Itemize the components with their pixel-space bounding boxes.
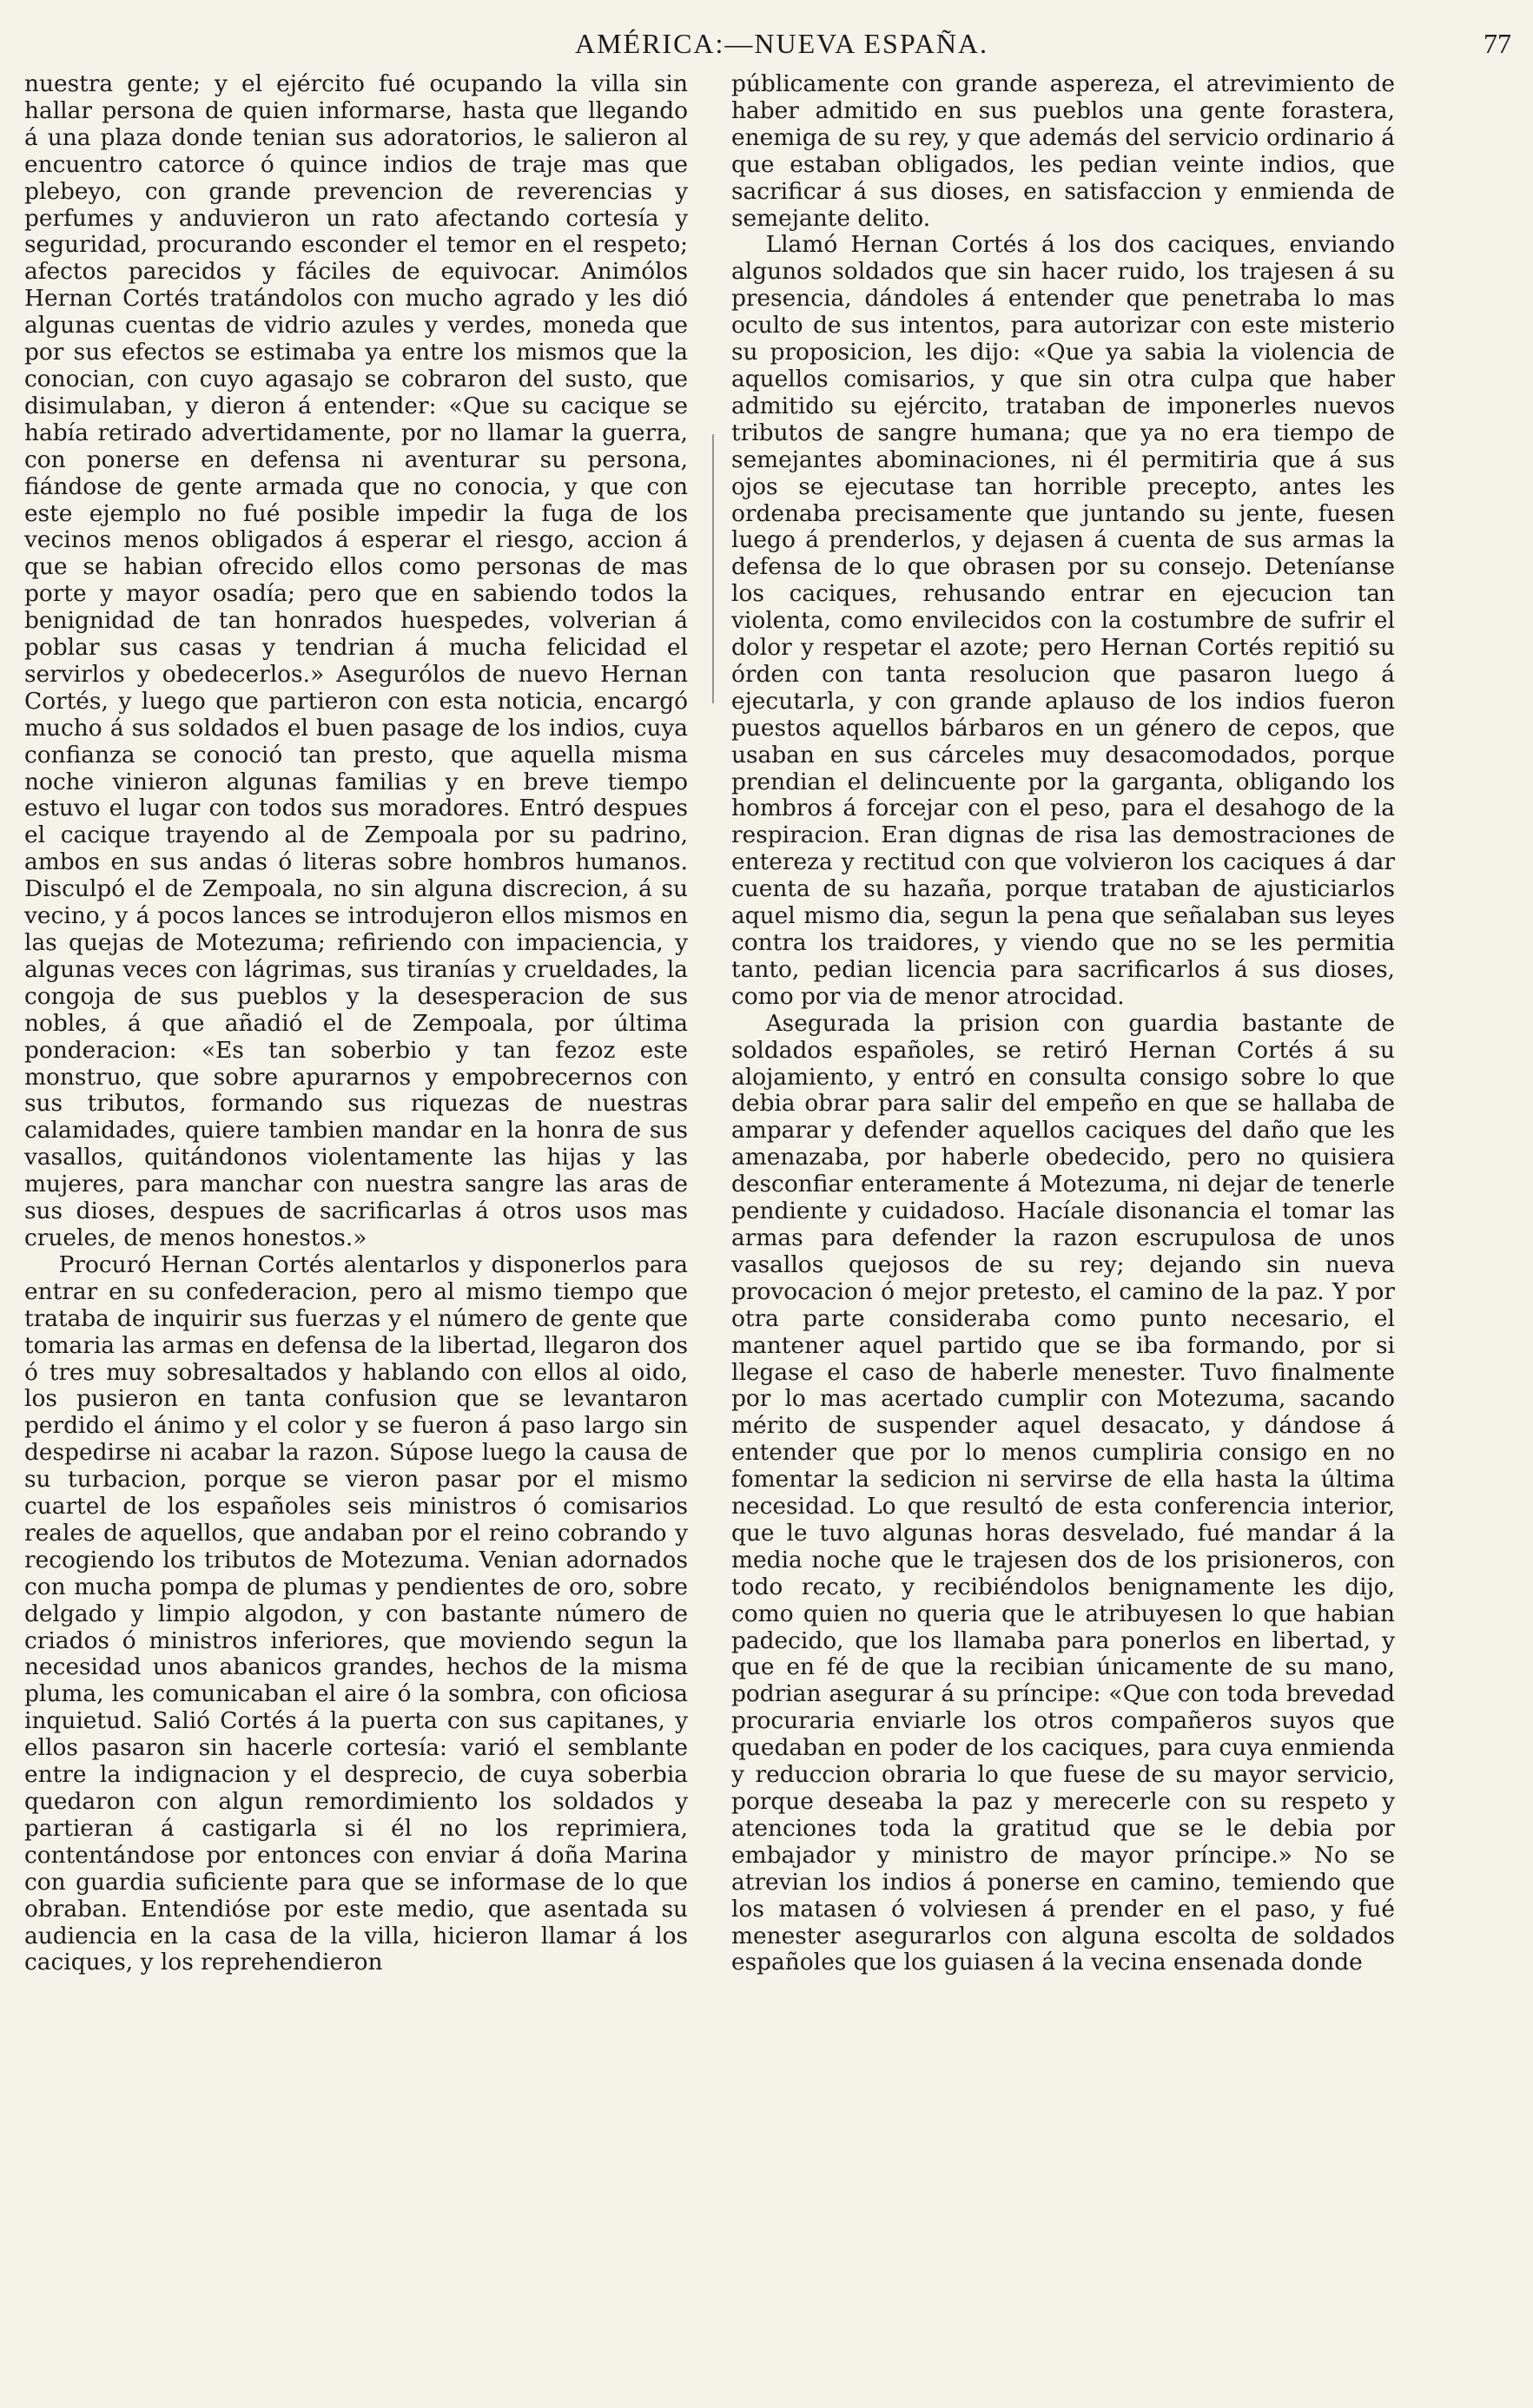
page-number: 77: [1483, 28, 1511, 59]
paragraph: nuestra gente; y el ejército fué ocupando la villa sin hallar persona de quien informarse, hasta que llegando á una plaza donde tenian sus adoratorios, le salieron al encuentro catorce ó quince indios de traje mas que plebeyo, con grande prevencion de reverencias y perfumes y anduvieron un rato afectando cortesía y seguridad, procurando esconder el temor en el respeto; afectos parecidos y fáciles de equivocar. Animólos Hernan Cortés tratándolos con mucho agrado y les dió algunas cuentas de vidrio azules y verdes, moneda que por sus efectos se estimaba ya entre los mismos que la conocian, con cuyo agasajo se cobraron del susto, que disimulaban, y dieron á entender: «Que su cacique se había retirado advertidamente, por no llamar la guerra, con ponerse en defensa ni aventurar su persona, fiándose de gente armada que no conocia, y que con este ejemplo no fué posible impedir la fuga de los vecinos menos obligados á esperar el riesgo, accion á que se habian ofrecido ellos como personas de mas porte y mayor osadía; pero que en sabiendo todos la benignidad de tan honrados huespedes, volverian á poblar sus casas y tendrian á mucha felicidad el servirlos y obedecerlos.» Asegurólos de nuevo Hernan Cortés, y luego que partieron con esta noticia, encargó mucho á sus soldados el buen pasage de los indios, cuya confianza se conoció tan presto, que aquella misma noche vinieron algunas familias y en breve tiempo estuvo el lugar con todos sus moradores. Entró despues el cacique trayendo al de Zempoala por su padrino, ambos en sus andas ó literas sobre hombros humanos. Disculpó el de Zempoala, no sin alguna discrecion, á su vecino, y á pocos lances se introdujeron ellos mismos en las quejas de Motezuma; refiriendo con impaciencia, y algunas veces con lágrimas, sus tiranías y crueldades, la congoja de sus pueblos y la desesperacion de sus nobles, á que añadió el de Zempoala, por última ponderacion: «Es tan soberbio y tan fezoz este monstruo, que sobre apurarnos y empobrecernos con sus tributos, formando sus riquezas de nuestras calamidades, quiere tambien mandar en la honra de sus vasallos, quitándonos violentamente las hijas y las mujeres, para manchar con nuestra sangre las aras de sus dioses, despues de sacrificarlas á otros usos mas crueles, de menos honestos.»: [24, 70, 688, 1251]
paragraph: Llamó Hernan Cortés á los dos caciques, enviando algunos soldados que sin hacer ruido, los trajesen á su presencia, dándoles á entender que penetraba lo mas oculto de sus intentos, para autorizar con este misterio su proposicion, les dijo: «Que ya sabia la violencia de aquellos comisarios, y que sin otra culpa que haber admitido su ejército, trataban de imponerles nuevos tributos de sangre humana; que ya no era tiempo de semejantes abominaciones, ni él permitiria que á sus ojos se ejecutase tan horrible precepto, antes les ordenaba precisamente que juntando su jente, fuesen luego á prenderlos, y dejasen á cuenta de sus armas la defensa de lo que obrasen por su consejo. Deteníanse los caciques, rehusando entrar en ejecucion tan violenta, como envilecidos con la costumbre de sufrir el dolor y respetar el azote; pero Hernan Cortés repitió su órden con tanta resolucion que pasaron luego á ejecutarla, y con grande aplauso de los indios fueron puestos aquellos bárbaros en un género de cepos, que usaban en sus cárceles muy desacomodados, porque prendian el delincuente por la garganta, obligando los hombros á forcejar con el peso, para el desahogo de la respiracion. Eran dignas de risa las demostraciones de entereza y rectitud con que volvieron los caciques á dar cuenta de su hazaña, porque trataban de ajusticiarlos aquel mismo dia, segun la pena que señalaban sus leyes contra los traidores, y viendo que no se les permitia tanto, pedian licencia para sacrificarlos á sus dioses, como por via de menor atrocidad.: [731, 231, 1395, 1010]
paragraph: Asegurada la prision con guardia bastante de soldados españoles, se retiró Hernan Cortés á su alojamiento, y entró en consulta consigo sobre lo que debia obrar para salir del empeño en que se hallaba de amparar y defender aquellos caciques del daño que les amenazaba, por haberle obedecido, pero no quisiera desconfiar enteramente á Motezuma, ni dejar de tenerle pendiente y cuidadoso. Hacíale disonancia el tomar las armas para defender la razon escrupulosa de unos vasallos quejosos de su rey; dejando sin nueva provocacion ó mejor pretesto, el camino de la paz. Y por otra parte consideraba como punto necesario, el mantener aquel partido que se iba formando, por si llegase el caso de haberle menester. Tuvo finalmente por lo mas acertado cumplir con Motezuma, sacando mérito de suspender aquel desacato, y dándose á entender que por lo menos cumpliria consigo en no fomentar la sedicion ni servirse de ella hasta la última necesidad. Lo que resultó de esta conferencia interior, que le tuvo algunas horas desvelado, fué mandar á la media noche que le trajesen dos de los prisioneros, con todo recato, y recibiéndolos benignamente les dijo, como quien no queria que le atribuyesen lo que habian padecido, que los llamaba para ponerlos en libertad, y que en fé de que la recibian únicamente de su mano, podrian asegurar á su príncipe: «Que con toda brevedad procuraria enviarle los otros compañeros suyos que quedaban en poder de los caciques, para cuya enmienda y reduccion obraria lo que fuese de su mayor servicio, porque deseaba la paz y merecerle con su respeto y atenciones toda la gratitud que se le debia por embajador y ministro de mayor príncipe.» No se atrevian los indios á ponerse en camino, temiendo que los matasen ó volviesen á prender en el paso, y fué menester asegurarlos con alguna escolta de soldados españoles que los guiasen á la vecina ensenada donde: [731, 1009, 1395, 1976]
right-column: [731, 71, 1395, 1976]
running-head: AMÉRICA:—NUEVA ESPAÑA.: [574, 28, 989, 59]
paragraph: públicamente con grande aspereza, el atrevimiento de haber admitido en sus pueblos una gente forastera, enemiga de su rey, y que además del servicio ordinario á que estaban obligados, les pedian veinte indios, que sacrificar á sus dioses, en satisfaccion y enmienda de semejante delito.: [731, 70, 1395, 232]
paragraph: Procuró Hernan Cortés alentarlos y disponerlos para entrar en su confederacion, pero al mismo tiempo que trataba de inquirir sus fuerzas y el número de gente que tomaria las armas en defensa de la libertad, llegaron dos ó tres muy sobresaltados y hablando con ellos al oido, los pusieron en tanta confusion que se levantaron perdido el ánimo y el color y se fueron á paso largo sin despedirse ni acabar la razon. Súpose luego la causa de su turbacion, porque se vieron pasar por el mismo cuartel de los españoles seis ministros ó comisarios reales de aquellos, que andaban por el reino cobrando y recogiendo los tributos de Motezuma. Venian adornados con mucha pompa de plumas y pendientes de oro, sobre delgado y limpio algodon, y con bastante número de criados ó ministros inferiores, que moviendo segun la necesidad unos abanicos grandes, hechos de la misma pluma, les comunicaban el aire ó la sombra, con oficiosa inquietud. Salió Cortés á la puerta con sus capitanes, y ellos pasaron sin hacerle cortesía: varió el semblante entre la indignacion y el desprecio, de cuya soberbia quedaron con algun remordimiento los soldados y partieran á castigarla si él no los reprimiera, contentándose por entonces con enviar á doña Marina con guardia suficiente para que se informase de lo que obraban. Entendióse por este medio, que asentada su audiencia en la casa de la villa, hicieron llamar á los caciques, y los reprehendieron: [24, 1250, 688, 1976]
column-rule: [712, 434, 714, 703]
left-column: [24, 71, 688, 1976]
page-header: [87, 19, 1511, 71]
